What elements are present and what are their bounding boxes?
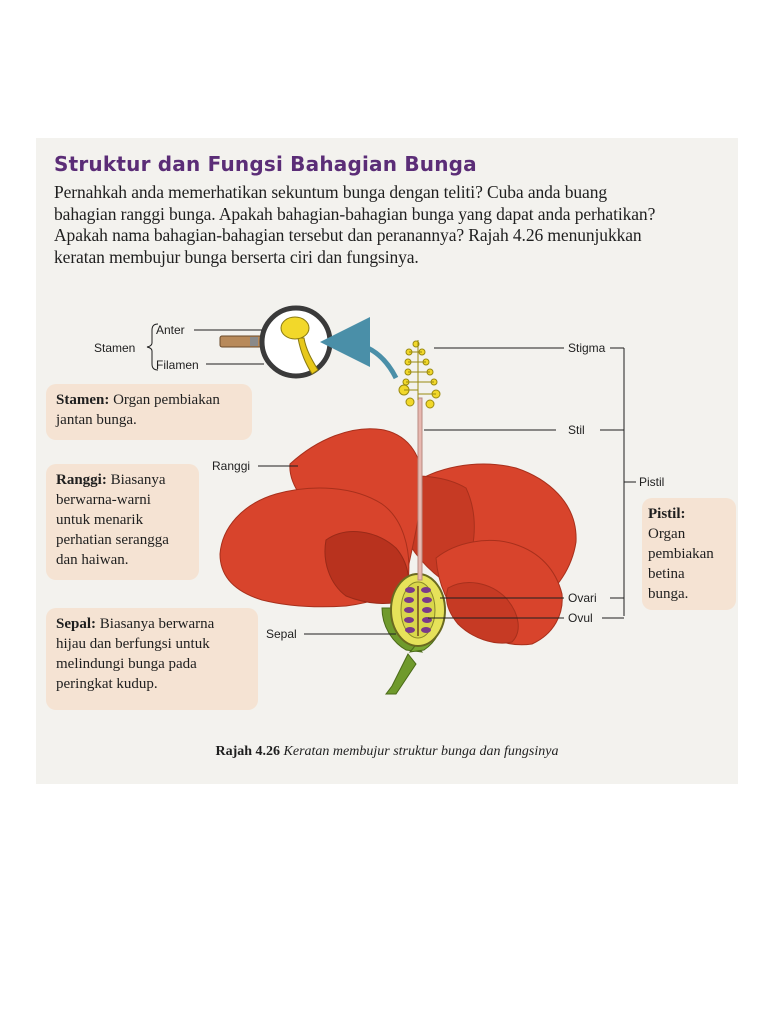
label-ranggi: Ranggi: [212, 459, 251, 473]
box-pistil-line-2: pembiakan: [648, 546, 714, 562]
label-ovari: Ovari: [568, 591, 597, 605]
box-ranggi-line-5: dan haiwan.: [56, 552, 129, 568]
label-stamen: Stamen: [94, 341, 136, 355]
info-box-stamen: [46, 384, 252, 440]
label-filamen: Filamen: [156, 358, 199, 372]
box-stamen-line-1: Organ pembiakan: [109, 392, 220, 408]
intro-line-2: bahagian ranggi bunga. Apakah bahagian-bahagian bunga yang dapat anda perhatikan?: [54, 203, 656, 224]
intro-line-3: Apakah nama bahagian-bahagian tersebut dan peranannya? Rajah 4.26 menunjukkan: [54, 225, 642, 245]
label-pistil: Pistil: [639, 475, 665, 489]
box-sepal-line-3: melindungi bunga pada: [56, 656, 197, 672]
box-pistil-term: Pistil:: [648, 506, 686, 522]
intro-line-1: Pernahkah anda memerhatikan sekuntum bunga dengan teliti? Cuba anda buang: [54, 182, 608, 202]
info-box-ranggi: [46, 464, 199, 580]
box-sepal-line-4: peringkat kudup.: [56, 676, 158, 692]
box-stamen-term: Stamen:: [56, 392, 110, 408]
box-sepal-line-1: Biasanya berwarna: [96, 616, 215, 632]
label-sepal: Sepal: [266, 627, 297, 641]
box-ranggi-line-4: perhatian serangga: [56, 532, 169, 548]
info-box-sepal: [46, 608, 258, 710]
label-stil: Stil: [568, 423, 585, 437]
box-pistil-line-3: betina: [648, 566, 685, 582]
box-pistil-line-4: bunga.: [648, 586, 689, 602]
stamen-magnifier: [220, 308, 330, 376]
box-sepal-line-2: hijau dan berfungsi untuk: [56, 636, 210, 652]
style-stalk: [418, 398, 422, 580]
magnifier-arrow: [340, 342, 396, 378]
label-anter: Anter: [156, 323, 185, 337]
info-box-pistil: [642, 498, 736, 610]
label-stigma: Stigma: [568, 341, 606, 355]
figure-caption: [36, 744, 738, 760]
box-ranggi-term: Ranggi:: [56, 472, 107, 488]
textbook-page: [36, 138, 738, 784]
ovary: [391, 574, 445, 646]
box-pistil-line-1: Organ: [648, 526, 686, 542]
page-title: Struktur dan Fungsi Bahagian Bunga: [54, 152, 477, 176]
box-ranggi-line-1: Biasanya: [106, 472, 166, 488]
box-sepal-term: Sepal:: [56, 616, 97, 632]
box-ranggi-line-2: berwarna-warni: [56, 492, 151, 508]
intro-line-4: keratan membujur bunga berserta ciri dan fungsinya.: [54, 246, 419, 267]
caption-number: Rajah 4.26: [215, 744, 281, 759]
caption-text: Keratan membujur struktur bunga dan fungsinya: [280, 744, 559, 759]
box-stamen-line-2: jantan bunga.: [56, 412, 137, 428]
label-ovul: Ovul: [568, 611, 593, 625]
box-ranggi-line-3: untuk menarik: [56, 512, 144, 528]
